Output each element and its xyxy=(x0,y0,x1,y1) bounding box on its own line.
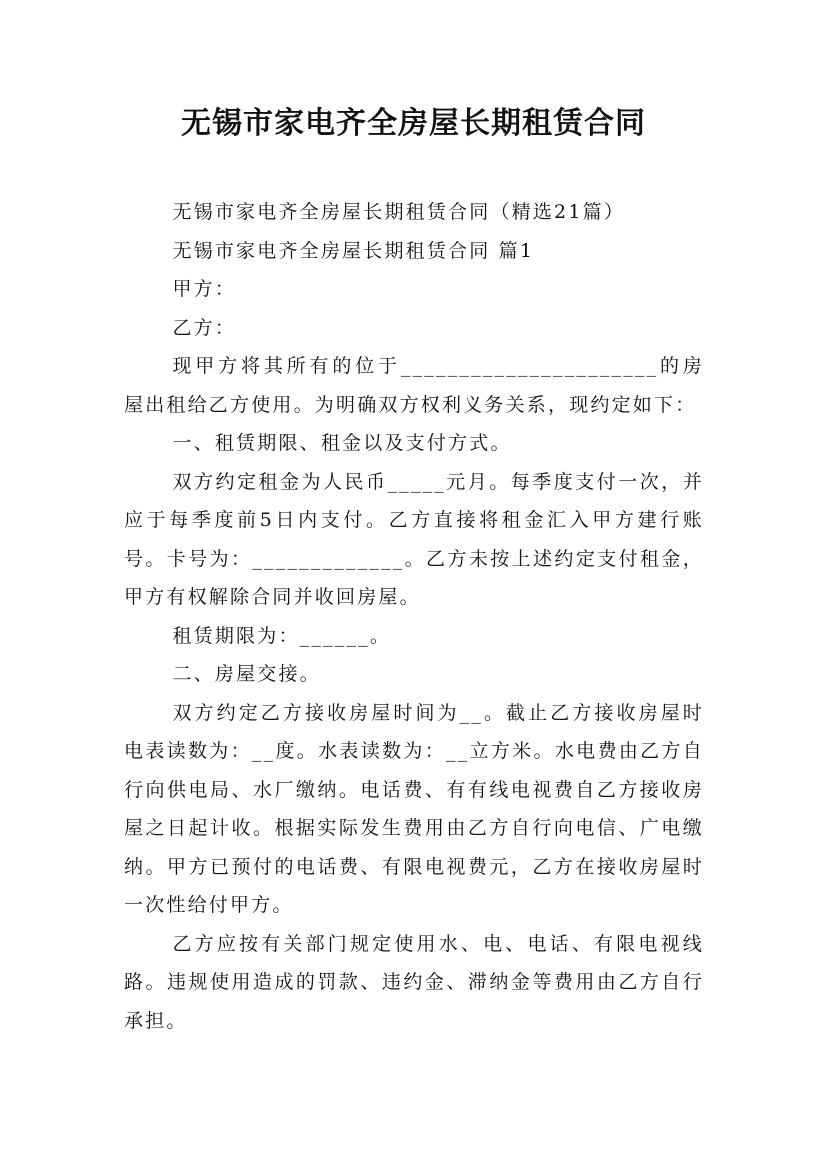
paragraph-party-b: 乙方： xyxy=(172,316,237,339)
paragraph-subtitle: 无锡市家电齐全房屋长期租赁合同（精选21篇） xyxy=(172,201,626,223)
paragraph-utilities-usage: 乙方应按有关部门规定使用水、电、电话、有限电视线路。违规使用造成的罚款、违约金、滞纳金等费用由乙方自行承担。 xyxy=(124,932,704,1032)
paragraph-handover: 双方约定乙方接收房屋时间为__。截止乙方接收房屋时电表读数为：__度。水表读数为：__立方米。水电费由乙方自行向供电局、水厂缴纳。电话费、有有线电视费自乙方接收房屋之日起计收。根据实际发生费用由乙方自行向电信、广电缴纳。甲方已预付的电话费、有限电视费元，乙方在接收房屋时一次性给付甲方。 xyxy=(124,701,704,916)
document-body xyxy=(124,193,704,1040)
paragraph-clause-2-heading: 二、房屋交接。 xyxy=(172,663,321,685)
paragraph-clause-1-heading: 一、租赁期限、租金以及支付方式。 xyxy=(172,432,512,454)
paragraph-party-a: 甲方： xyxy=(172,278,237,300)
paragraph-rent-payment: 双方约定租金为人民币_____元月。每季度支付一次，并应于每季度前5日内支付。乙方直接将租金汇入甲方建行账号。卡号为：_____________。乙方未按上述约定支付租金，甲方有权解除合同并收回房屋。 xyxy=(124,470,704,608)
paragraph-lease-term: 租赁期限为：______。 xyxy=(172,624,392,647)
paragraph-premises: 现甲方将其所有的位于______________________的房屋出租给乙方使用。为明确双方权利义务关系，现约定如下： xyxy=(124,355,704,416)
document-title: 无锡市家电齐全房屋长期租赁合同 xyxy=(181,106,646,141)
paragraph-section-heading: 无锡市家电齐全房屋长期租赁合同 篇1 xyxy=(172,239,535,262)
